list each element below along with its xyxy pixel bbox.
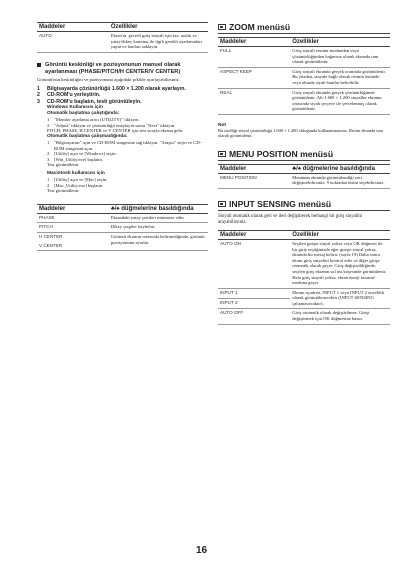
list-item: 2 [Mac_Utility.exe] başlatın.	[47, 182, 104, 188]
windows-heading: Windows Kullanıcısı için	[47, 105, 103, 111]
table-row: V CENTER	[37, 242, 208, 251]
list-item: 1 "Monitör ayarlama aracı (UTILITY)" tıklayın.	[47, 117, 140, 123]
step-item: 2 CD-ROM'u yerleştirin.	[37, 92, 101, 99]
table-header-items: Maddeler	[218, 38, 290, 47]
mac-after: Test görüntülenir.	[47, 188, 80, 194]
table-row: ASPECT KEEP Giriş sinyali ekranda gerçek oranında görüntülenir. Bu yüzden, sinyale bağlı olarak resmin üstünde veya altında siyah bantlar belirebilir.	[218, 67, 390, 88]
page-number: 16	[196, 545, 208, 556]
section-intro: Görüntü'nün keskinliğini ve pozisyonunu aşağıdaki şekilde ayarlayabilirsiniz.	[37, 77, 180, 83]
list-item: 1 [Utility] açın ve [Mac] seçin.	[47, 176, 108, 182]
menu-icon	[218, 151, 226, 157]
table-header-features: Özellikler	[290, 230, 390, 239]
table-header-buttons: ♣/♠ düğmelerine basıldığında	[290, 164, 390, 173]
table-row: REAL Giriş sinyali ekranda gerçek çözünürlüğünde görüntülenir. Alt-1.600 × 1.200 sinyaller ekranın ortasında siyah çerçeve ile çevrelenmiş olarak görüntülenir.	[218, 88, 390, 114]
menu-icon	[218, 201, 226, 207]
table-header-items: Maddeler	[218, 230, 290, 239]
no-autorun-after: Test görüntülenir.	[47, 162, 80, 168]
input-sensing-table	[218, 230, 390, 325]
table-row: H CENTER Görüntü ekranın ortasında belirmediğinde, görüntü pozisyonunu ayarlar.	[37, 232, 208, 241]
list-item: 2 "Adjust" tıklayın ve çözünürlüğü onaylayın sonra "Next" tıklayın.	[47, 122, 176, 128]
menu-icon	[218, 24, 226, 30]
zoom-title: ZOOM menüsü	[218, 22, 390, 34]
table-row: INPUT 2	[218, 299, 390, 309]
no-autorun-heading: Otomatik başlatma çalışmadığında:	[47, 133, 128, 139]
table-row	[37, 32, 208, 53]
table-row: FULL Giriş sinyali resmin modundan veya çözünürlüğünden bağımsız olarak ekranda tam olarak görüntülenir.	[218, 47, 390, 68]
table-header-items: Maddeler	[37, 23, 109, 32]
item-desc: Ekran'ın, gecerli giriş sinyali için faz, aralık ve yatay/dikey konumu ile ilgili gerekli ayarlamaları yapın ve bunları saklayın.	[109, 32, 208, 53]
item-name: AUTO	[37, 32, 109, 53]
note-title: Not	[218, 122, 226, 128]
mac-heading: Macintosh kullanıcısı için	[47, 170, 105, 176]
table-header-features: Özellikler	[109, 23, 208, 32]
list-item: 1 "Bilgisayarım" açın ve CD-ROM simgesine sağ tıklayın. "Araştır" seçin ve CD-ROM simgesini açın.	[47, 139, 202, 151]
section-heading: Görüntü keskinliği ve pozisyonunun manuel olarak ayarlanması (PHASE/PITCH/H CENTER/V CENTER)	[37, 62, 208, 76]
step-item: 1 Bilgisayarda çözünürlüğü 1.600 × 1.200 olarak ayarlayın.	[37, 85, 186, 92]
menu-position-table	[218, 164, 390, 189]
step-3-details	[47, 105, 208, 194]
list-item: 2 [Utility] açın ve [Windows] seçin.	[47, 151, 117, 157]
autorun-after: PITCH, PHASE, H CENTER ve V CENTER için test sırayla ekrana gelir.	[47, 128, 184, 134]
menu-position-title: MENU POSITION menüsü	[218, 149, 390, 161]
table-row: PHASE Ekrandaki yatay şeritleri minimize edin.	[37, 213, 208, 223]
table-header-features: Özellikler	[290, 38, 390, 47]
autorun-heading: Otomatik başlatma çalıştığında:	[47, 111, 120, 117]
note-text: Bu özelliği sinyal çözünürlüğü 1.600 × 1.200 olduğunda kullanamazsınız. Resim ekranda tam olarak görüntülenir.	[218, 127, 383, 139]
table-row: INPUT 1 Ekranı açarken, INPUT 1 veya INPUT 2 öncelikli olarak görüntülenecektir (INPUT SENSING çalışmayacaktır).	[218, 288, 390, 298]
square-bullet-icon	[37, 63, 41, 67]
left-column	[37, 22, 208, 251]
table-row: MENU POSITION Menünün ekranda görüntülendiği yeri değiştirebilirsiniz. 9 noktadan birini seçebilirsiniz.	[218, 173, 390, 188]
list-item: 3 [Win_Utility.exe] başlatın.	[47, 156, 103, 162]
zoom-table	[218, 37, 390, 115]
auto-table	[37, 22, 208, 53]
table-row: AUTO OFF Giriş otomatik olarak değiştirilmez. Girişi değiştirmek için OK düğmesine basın.	[218, 309, 390, 324]
table-header-buttons: ♣/♠ düğmelerine basıldığında	[109, 204, 208, 213]
step-item: 3 CD-ROM'u başlatın, testi görüntüleyin.	[37, 98, 142, 105]
input-sensing-title: INPUT SENSING menüsü	[218, 199, 390, 211]
table-header-items: Maddeler	[218, 164, 290, 173]
input-sensing-intro: Sinyali otomatik olarak geri ve ileri değiştirerek herhangi bir giriş sinyalini arayabilirsiniz.	[218, 213, 363, 225]
table-header-items: Maddeler	[37, 204, 109, 213]
table-row: AUTO ON Seçilen girişte sinyal yoksa veya OK düğmesi ile bir giriş seçtiğinizde eğer girişte sinyal yoksa, ekranda bir mesaj belirir. (sayfa 19) Daha sonra ekran giriş sinyalini kontrol eder ve diğer girişe otomatik olarak geçer. Giriş değiştirildiğinde, seçilen giriş ekranın sol üst köşesinde görüntülenir. Hala giriş sinyali yoksa, ekran enerji tasarruf moduna geçer.	[218, 239, 390, 288]
adjust-table	[37, 204, 208, 251]
table-row: PITCH Dikey çizgiler kaybolur.	[37, 223, 208, 233]
right-column	[218, 22, 390, 325]
